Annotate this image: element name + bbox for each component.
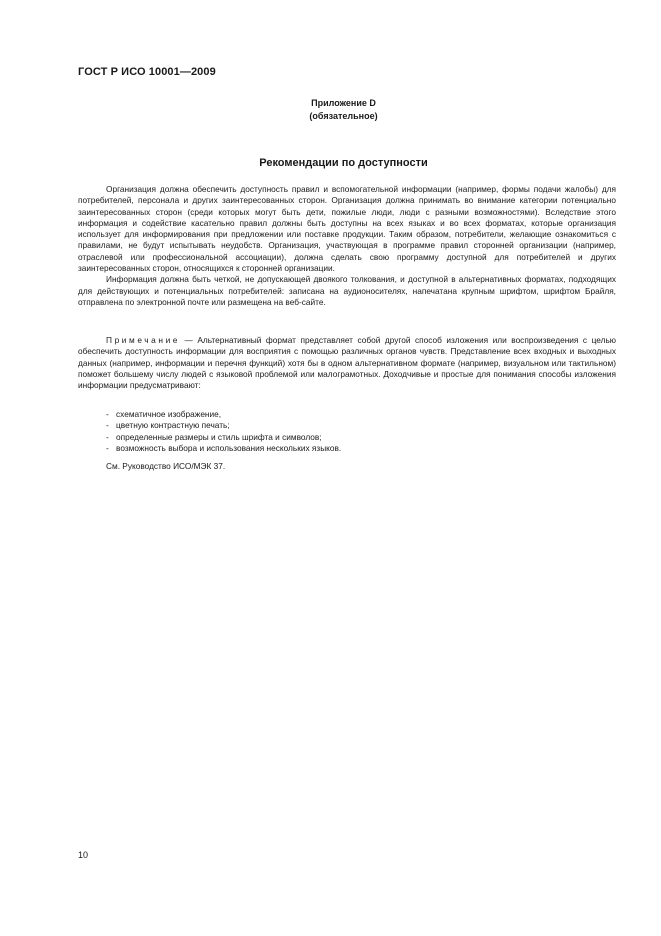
list-item: - определенные размеры и стиль шрифта и символов; xyxy=(106,431,322,442)
format-list xyxy=(106,409,341,454)
list-item: - возможность выбора и использования нескольких языков. xyxy=(106,442,342,453)
annex-heading xyxy=(0,97,661,123)
main-text xyxy=(78,184,616,308)
note xyxy=(78,335,616,391)
note-paragraph xyxy=(78,335,616,391)
reference-line: См. Руководство ИСО/МЭК 37. xyxy=(106,461,226,471)
document-code: ГОСТ Р ИСО 10001—2009 xyxy=(78,66,216,78)
list-marker: - xyxy=(106,409,109,419)
list-marker: - xyxy=(106,442,109,453)
list-item: - схематичное изображение, xyxy=(106,409,222,419)
list-marker: - xyxy=(106,420,109,431)
note-label: Примечание xyxy=(106,335,181,345)
annex-type: (обязательное) xyxy=(309,111,378,121)
note-text: — Альтернативный формат представляет собой другой способ изложения или воспроизведения с целью обеспечить доступность информации для восприятия с помощью различных органов чувств. Представление всех входных и выходных данных (например, информации и перечня функций) хотя бы в одном альтернативном формате (например, визуальном или тактильном) поможет большему числу людей с языковой проблемой или малограмотных. Доходчивые и простые для понимания способы изложения информации предусматривают: xyxy=(78,335,616,391)
paragraph: Организация должна обеспечить доступность правил и вспомогательной информации (например, формы подачи жалобы) для потребителей, персонала и других заинтересованных сторон. Организация должна принимать во внимание категории потенциально заинтересованных сторон (среди которых могут быть дети, пожилые люди, люди с разными возможностями). Вследствие этого информация и содействие касательно правил должны быть доступны на всех языках и во всех форматах, которые организация использует для информирования при предложении или поставке продукции. Таким образом, потребители, желающие ознакомиться с правилами, не будут испытывать неудобств. Организация, участвующая в программе правил сторонней организации (например, отраслевой или профессиональной ассоциации), должна сделать свою программу доступной для потребителей и других заинтересованных сторон, относящихся к сторонней организации. xyxy=(78,184,616,274)
annex-title: Приложение D xyxy=(311,98,376,108)
list-item: - цветную контрастную печать; xyxy=(106,420,230,431)
section-title: Рекомендации по доступности xyxy=(259,157,428,169)
page-number: 10 xyxy=(78,850,89,860)
paragraph: Информация должна быть четкой, не допускающей двоякого толкования, и доступной в альтернативных форматах, подходящих для действующих и потенциальных потребителей: записана на аудионосителях, напечатана крупным шрифтом, шрифтом Брайля, отправлена по электронной почте или размещена на веб-сайте. xyxy=(78,274,616,307)
list-marker: - xyxy=(106,431,109,442)
